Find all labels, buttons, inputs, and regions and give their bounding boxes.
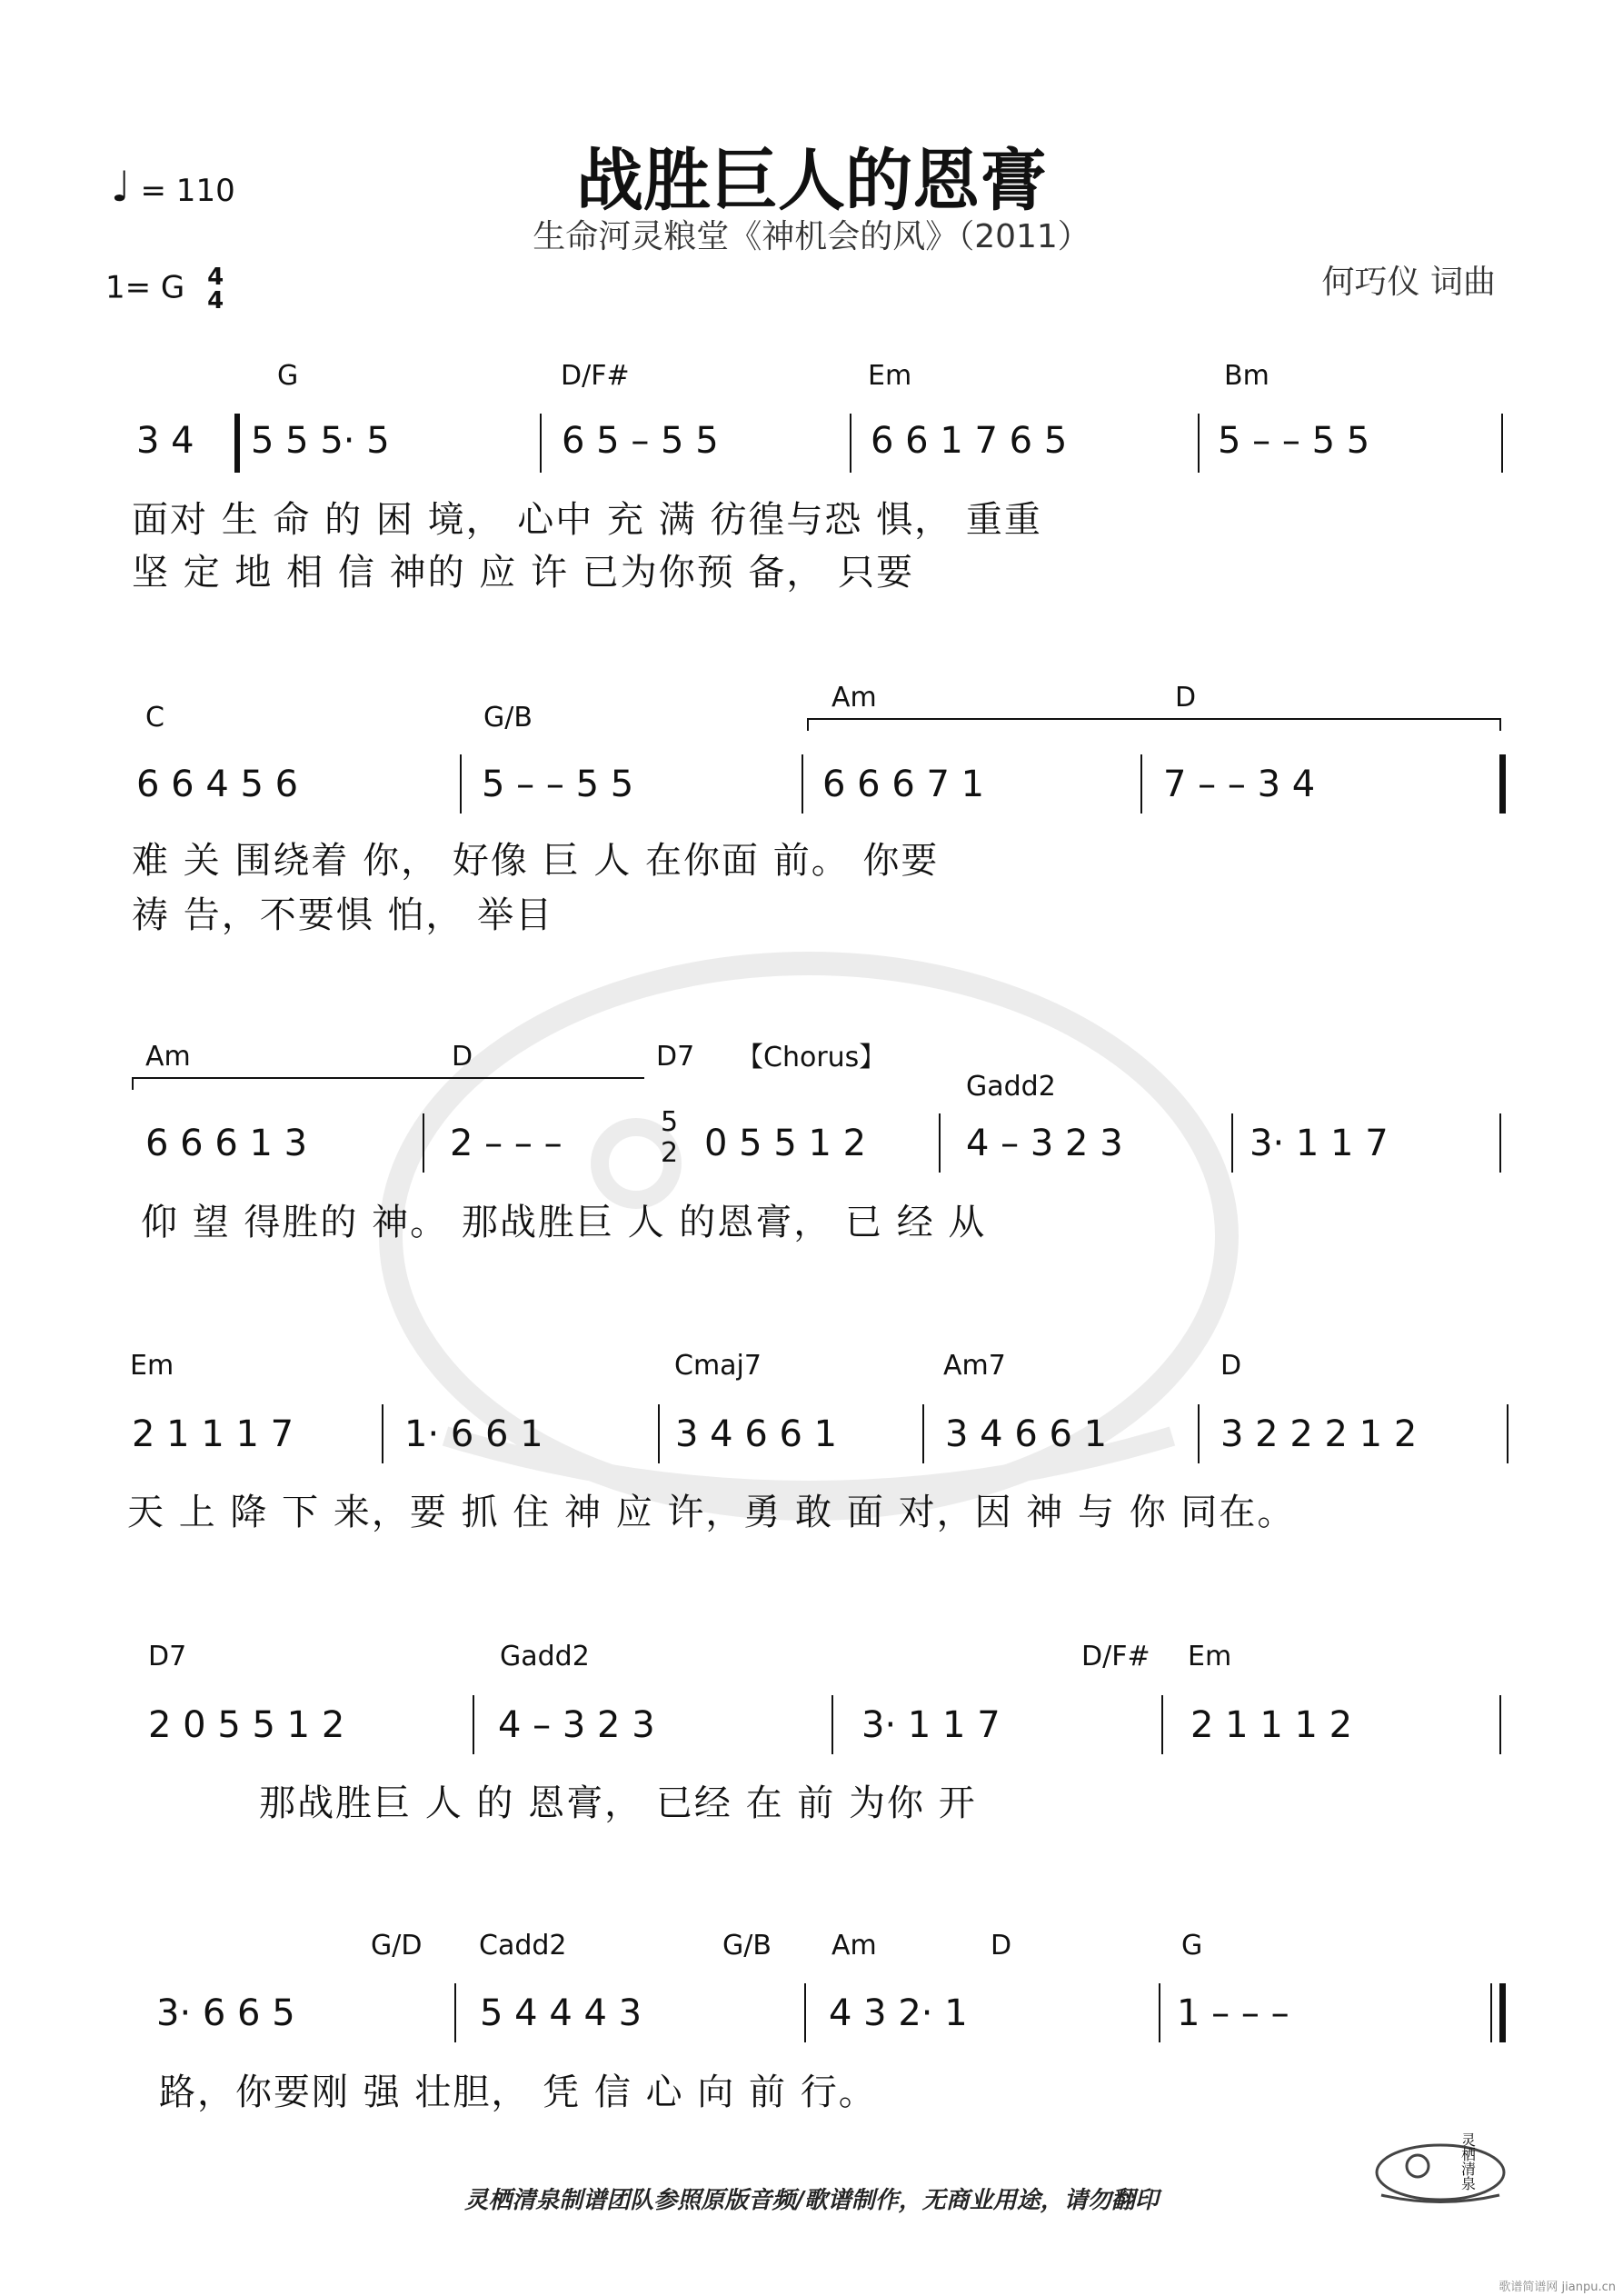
chord: D/F# [1081, 1641, 1150, 1672]
note-group: 1· 6 6 1 [404, 1413, 543, 1455]
barline [473, 1695, 474, 1754]
time-signature [207, 265, 224, 313]
note-group: 5 – – 5 5 [482, 764, 634, 805]
volta-bracket-1 [807, 718, 1501, 731]
chord: D/F# [561, 360, 630, 392]
chord: Am [831, 682, 877, 714]
barline [423, 1113, 424, 1173]
note-group: 4 – 3 2 3 [498, 1704, 655, 1746]
barline [658, 1404, 660, 1463]
barline [1499, 1695, 1501, 1754]
chord: Am7 [943, 1350, 1006, 1382]
time-bottom: 4 [207, 287, 224, 314]
note-group: 2 0 5 5 1 2 [148, 1704, 345, 1746]
lyrics-verse-1: 仰 望 得胜的 神。 那战胜巨 人 的恩膏， 已 经 从 [141, 1202, 987, 1243]
barline [922, 1404, 924, 1463]
barline [1159, 1983, 1160, 2042]
note-group: 3· 1 1 7 [1250, 1123, 1389, 1164]
note-group: 3· 1 1 7 [861, 1704, 1001, 1746]
chord: G/B [483, 702, 533, 734]
tempo-value: = 110 [140, 173, 235, 209]
note-group: 4 3 2· 1 [829, 1992, 968, 2034]
lyrics-verse-1: 那战胜巨 人 的 恩膏， 已经 在 前 为你 开 [259, 1782, 977, 1824]
barline [1507, 1404, 1508, 1463]
chord: G [1181, 1930, 1203, 1962]
barline [460, 754, 462, 814]
final-barline [1499, 1983, 1506, 2042]
barline [382, 1404, 383, 1463]
repeat-end-barline [1499, 754, 1506, 814]
note-group: 6 6 1 7 6 5 [871, 420, 1068, 462]
chord: Em [1188, 1641, 1232, 1672]
lyrics-verse-1: 天 上 降 下 来，要 抓 住 神 应 许，勇 敢 面 对，因 神 与 你 同在。 [127, 1492, 1296, 1533]
note-group: 3· 6 6 5 [156, 1992, 295, 2034]
note-group: 2 1 1 1 2 [1190, 1704, 1353, 1746]
chord: Bm [1224, 360, 1270, 392]
note-group: 6 5 – 5 5 [562, 420, 719, 462]
barline [1499, 1113, 1501, 1173]
barline [831, 1695, 833, 1754]
chord: G/D [371, 1930, 423, 1962]
note-group: 3 4 [136, 420, 194, 462]
barline [802, 754, 803, 814]
chord: G [277, 360, 299, 392]
note-group: 3 4 6 6 1 [945, 1413, 1108, 1455]
barline [1140, 754, 1142, 814]
note-group: 5 4 4 4 3 [480, 1992, 642, 2034]
copyright-note: 灵栖清泉制谱团队参照原版音频/歌谱制作，无商业用途，请勿翻印 [464, 2187, 1159, 2214]
chorus-section-label: 【Chorus】 [736, 1042, 887, 1073]
barline [804, 1983, 806, 2042]
note-group: 6 6 6 1 3 [145, 1123, 308, 1164]
chord: D [1220, 1350, 1242, 1382]
chord: D7 [148, 1641, 187, 1672]
barline [1231, 1113, 1233, 1173]
chord: Am [145, 1041, 191, 1073]
logo-text: 灵栖清泉 [1461, 2131, 1477, 2192]
note-group: 5 5 5· 5 [251, 420, 390, 462]
chord: C [145, 702, 164, 734]
chord: Em [868, 360, 912, 392]
quarter-note-icon: ♩ [111, 162, 131, 211]
meter-change: 5 2 [661, 1106, 679, 1169]
note-group: 6 6 6 7 1 [822, 764, 985, 805]
time-top: 4 [207, 264, 224, 291]
tempo-marking [111, 162, 235, 211]
barline [454, 1983, 456, 2042]
note-group: 0 5 5 1 2 [704, 1123, 867, 1164]
barline [1198, 414, 1200, 473]
barline [540, 414, 542, 473]
lyrics-verse-1: 面对 生 命 的 困 境， 心中 充 满 彷徨与恐 惧， 重重 [132, 499, 1042, 541]
chord: D [1175, 682, 1197, 714]
note-group: 3 2 2 2 1 2 [1220, 1413, 1418, 1455]
note-group: 7 – – 3 4 [1163, 764, 1316, 805]
barline [850, 414, 851, 473]
note-group: 3 4 6 6 1 [675, 1413, 838, 1455]
lyrics-verse-1: 路，你要刚 强 壮胆， 凭 信 心 向 前 行。 [159, 2071, 877, 2113]
lyrics-verse-2: 祷 告，不要惧 怕， 举目 [132, 894, 554, 936]
key-signature [105, 265, 224, 313]
chord: Cmaj7 [674, 1350, 762, 1382]
chord: G/B [722, 1930, 772, 1962]
chord: Am [831, 1930, 877, 1962]
chord: Gadd2 [966, 1071, 1056, 1103]
lyrics-verse-2: 坚 定 地 相 信 神的 应 许 已为你预 备， 只要 [132, 552, 915, 594]
key-label: 1= G [105, 269, 185, 306]
barline [1161, 1695, 1163, 1754]
chord: D [991, 1930, 1012, 1962]
note-group: 1 – – – [1177, 1992, 1289, 2034]
note-group: 2 1 1 1 7 [132, 1413, 294, 1455]
double-barline [939, 1113, 946, 1173]
song-subtitle: 生命河灵粮堂《神机会的风》（2011） [533, 218, 1090, 255]
site-credit: 歌谱简谱网 jianpu.cn [1499, 2281, 1616, 2294]
composer-credit: 何巧仪 词曲 [1321, 264, 1496, 301]
lyrics-verse-1: 难 关 围绕着 你， 好像 巨 人 在你面 前。 你要 [132, 840, 940, 882]
note-group: 6 6 4 5 6 [136, 764, 299, 805]
chord: Cadd2 [479, 1930, 567, 1962]
note-group: 4 – 3 2 3 [966, 1123, 1123, 1164]
note-group: 2 – – – [450, 1123, 563, 1164]
chord: D [452, 1041, 473, 1073]
repeat-start-barline [234, 414, 240, 473]
chord: Gadd2 [500, 1641, 590, 1672]
barline [1490, 1983, 1492, 2042]
note-group: 5 – – 5 5 [1218, 420, 1370, 462]
chord: D7 [656, 1041, 695, 1073]
chord: Em [130, 1350, 174, 1382]
volta-bracket-2 [132, 1077, 644, 1090]
barline [1198, 1404, 1200, 1463]
barline [1501, 414, 1503, 473]
song-title: 战胜巨人的恩膏 [576, 142, 1047, 220]
